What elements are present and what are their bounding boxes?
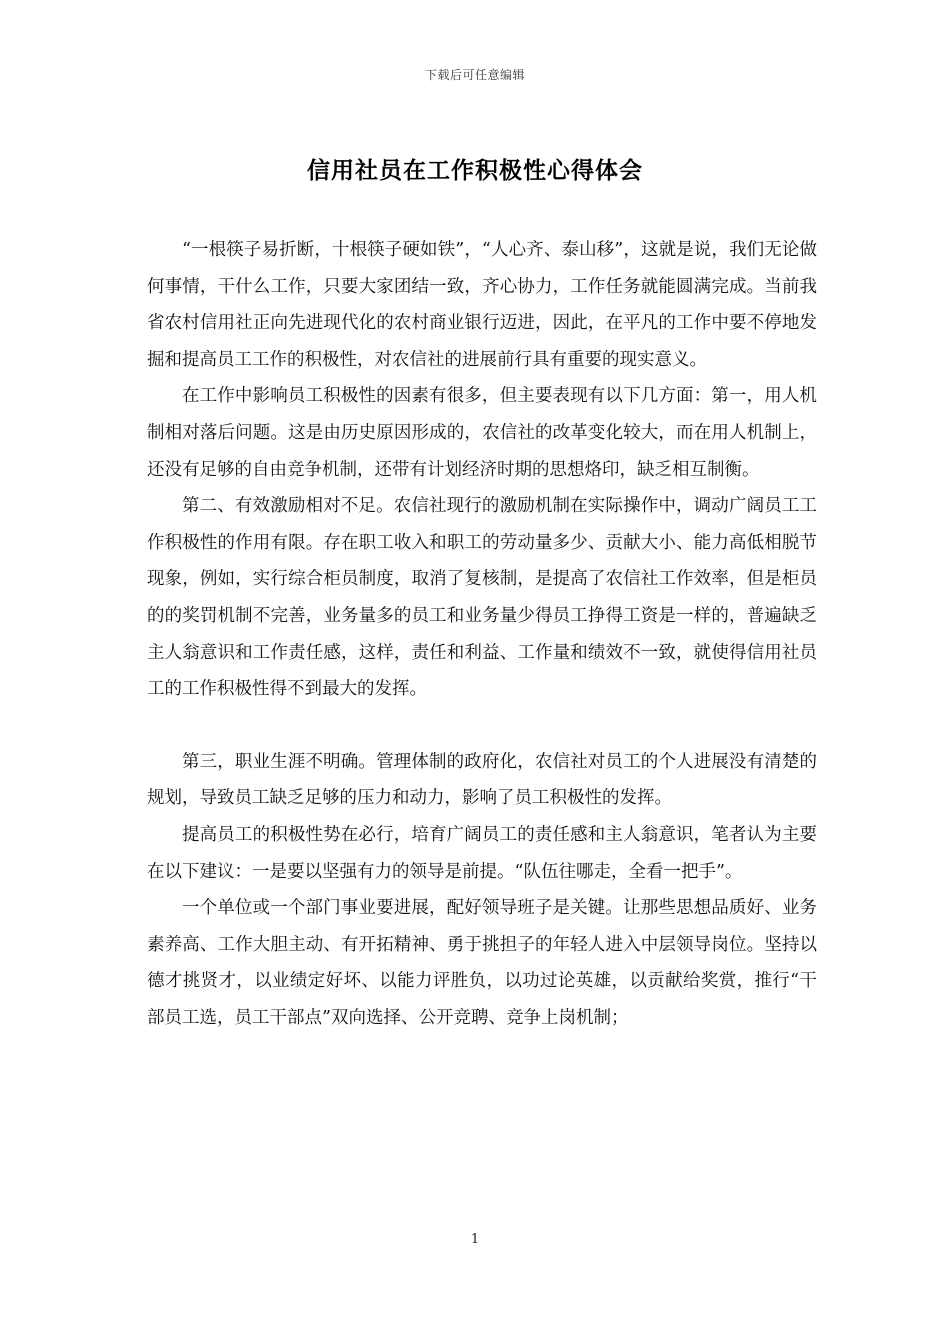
document-body: [147, 232, 817, 1036]
paragraph-5: 提高员工的积极性势在必行，培育广阔员工的责任感和主人翁意识，笔者认为主要在以下建议：一是要以坚强有力的领导是前提。“队伍往哪走，全看一把手”。: [147, 824, 817, 882]
page-number: 1: [470, 1232, 480, 1247]
paragraph-2: 在工作中影响员工积极性的因素有很多，但主要表现有以下几方面：第一，用人机制相对落后问题。这是由历史原因形成的，农信社的改革变化较大，而在用人机制上，还没有足够的自由竞争机制，还带有计划经济时期的思想烙印，缺乏相互制衡。: [147, 386, 817, 480]
header-note: 下载后可任意编辑: [424, 68, 525, 82]
paragraph-3: 第二、有效激励相对不足。农信社现行的激励机制在实际操作中，调动广阔员工工作积极性的作用有限。存在职工收入和职工的劳动量多少、贡献大小、能力高低相脱节现象，例如，实行综合柜员制度，取消了复核制，是提高了农信社工作效率，但是柜员的的奖罚机制不完善，业务量多的员工和业务量少得员工挣得工资是一样的，普遍缺乏主人翁意识和工作责任感，这样，责任和利益、工作量和绩效不一致，就使得信用社员工的工作积极性得不到最大的发挥。: [147, 496, 817, 700]
paragraph-1: “一根筷子易折断，十根筷子硬如铁”，“人心齐、泰山移”，这就是说，我们无论做何事情，干什么工作，只要大家团结一致，齐心协力，工作任务就能圆满完成。当前我省农村信用社正向先进现代化的农村商业银行迈进，因此，在平凡的工作中要不停地发掘和提高员工工作的积极性，对农信社的进展前行具有重要的现实意义。: [147, 240, 817, 370]
paragraph-6: 一个单位或一个部门事业要进展，配好领导班子是关键。让那些思想品质好、业务素养高、工作大胆主动、有开拓精神、勇于挑担子的年轻人进入中层领导岗位。坚持以德才挑贤才，以业绩定好坏、以能力评胜负，以功过论英雄，以贡献给奖赏，推行“干部员工选，员工干部点”双向选择、公开竞聘、竞争上岗机制；: [147, 898, 817, 1028]
paragraph-4: 第三，职业生涯不明确。管理体制的政府化，农信社对员工的个人进展没有清楚的规划，导致员工缺乏足够的压力和动力，影响了员工积极性的发挥。: [147, 751, 817, 809]
document-title: 信用社员在工作积极性心得体会: [307, 158, 643, 184]
